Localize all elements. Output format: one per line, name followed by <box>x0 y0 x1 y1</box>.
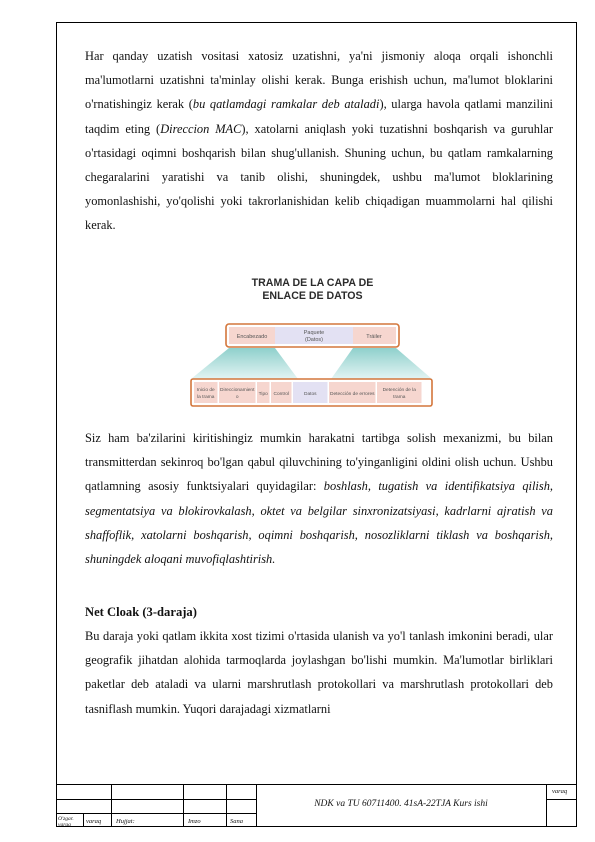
bottom-cells <box>194 382 422 403</box>
paragraph-3: Bu daraja yoki qatlam ikkita xost tizimi o'rtasida ulanish va yo'l tanlash imkonini beradi, ular geografik jihatdan alohida tarmoqlarda joylashgan bo'lishi mumkin. Ma'lumotlar birliklari paketlar deb ataladi va ularni marshrutlash protokollari va marshrutlash protokollari deb tasniflash mumkin. Yuqori darajadagi xizmatlarni <box>85 629 553 716</box>
p2-italic: boshlash, tugatish va identifikatsiya qilish, segmentatsiya va blokirovkalash, oktet va belgilar sinxronizatsiyasi, kadrlarni ajratish va shaffoflik, xatolarni boshqarish, oqimni boshqarish, nosozliklarni tiklash va boshqarish, shuningdek aloqani muvofiqlashtirish. <box>85 479 553 567</box>
p1-italic-b: Direccion MAC <box>160 121 242 136</box>
p1-italic-a: bu qatlamdagi ramkalar deb ataladi <box>192 97 380 112</box>
frame-cell-label-3-0: Control <box>273 392 289 397</box>
frame-cell-label-2-0: Tipo <box>258 392 268 397</box>
section-net-cloak <box>85 600 553 721</box>
document-code: NDK va TU 60711400. 41sA-22TJA Kurs ishi <box>314 799 488 809</box>
frame-cell-label-6-1: trama <box>393 395 406 400</box>
paragraph-2 <box>85 426 553 571</box>
frame-cell-label-4-0: Datos <box>303 392 317 397</box>
paragraph-1 <box>85 44 553 238</box>
payload-label-1: Paquete <box>303 330 325 336</box>
trailer-label: Tráiler <box>366 334 382 340</box>
frame-diagram <box>190 268 435 410</box>
frame-cell-label-1-0: Direccionamient <box>220 388 255 393</box>
frame-cell-label-0-0: Inicio de <box>196 388 215 393</box>
left-funnel <box>191 348 298 379</box>
p1-text-a: Har qanday uzatish vositasi xatosiz uzatishni, ya'ni jismoniy aloqa orqali ishonchli ma'lumotlarni uzatishni ta'minlay olishi kerak. Bunga erishish uchun, ma'lumot bloklarini o'rnatishingiz kerak ( <box>85 49 553 112</box>
frame-cell-label-6-0: Detención de la <box>382 388 416 393</box>
figure-title-line-1: TRAMA DE LA CAPA DE <box>251 277 374 289</box>
right-funnel <box>331 348 432 379</box>
col-varaq: varaq <box>86 818 102 825</box>
col-hujjat: Hujjat: <box>116 818 135 825</box>
sheet-label: varaq <box>552 788 568 795</box>
col-imzo: Imzo <box>188 818 201 825</box>
frame-cell-label-0-1: la trama <box>197 395 215 400</box>
p1-text-c: ), xatolarni aniqlash yoki tuzatishni boshqarish va guruhlar o'rtasidagi oqimni boshqarish bilan shug'ullanish. Shuning uchun, bu qatlam ramkalarning chegaralarini yaratishi va tanib olishi, shuningdek, ushbu ma'lumot bloklarining yomonlashishi, yo'qolishi yoki takrorlanishidan kelib chiqadigan muammolarni hal qilishi kerak. <box>85 121 553 233</box>
frame-diagram-svg <box>190 268 435 410</box>
section-heading: Net Cloak (3-daraja) <box>85 605 197 619</box>
p2-text: Siz ham ba'zilarini kiritishingiz mumkin harakatni tartibga solish mexanizmi, bu bilan transmitterdan sekinroq bo'lgan qabul qiluvchining to'yinganligini oldini olish uchun. Ushbu qatlamning asosiy funktsiyalari quyidagilar: <box>85 431 553 494</box>
frame-cell-label-5-0: Detección de errores <box>329 392 375 397</box>
p1-text-b: ), ularga havola qatlami manzilini taqdim eting ( <box>85 97 553 136</box>
figure-title-line-2: ENLACE DE DATOS <box>262 290 363 302</box>
col-sana: Sana <box>230 818 243 825</box>
frame-cell-label-1-1: o <box>235 395 239 400</box>
title-block <box>56 784 577 827</box>
payload-label-2: (Datos) <box>304 337 324 343</box>
header-label: Encabezado <box>236 334 268 340</box>
col-ozgarish: O'zgar. varaq <box>58 816 74 828</box>
